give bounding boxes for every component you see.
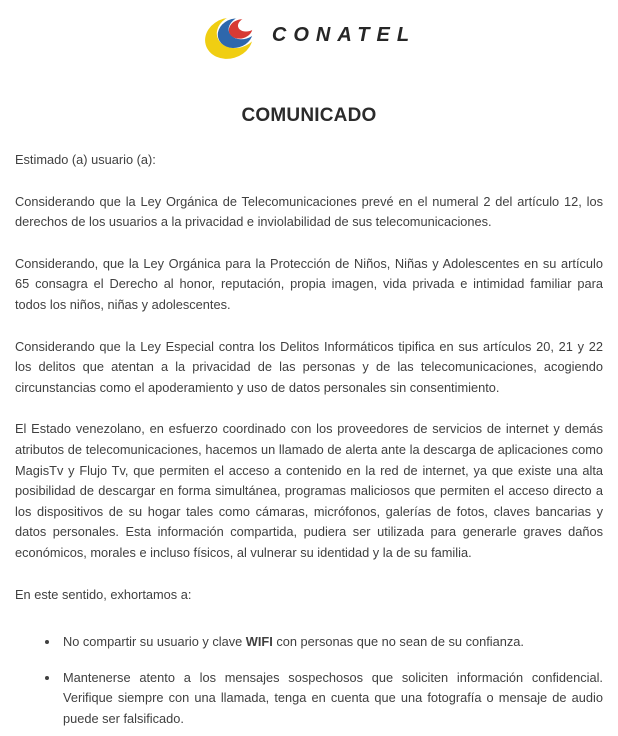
list-item-wifi <box>60 632 603 653</box>
paragraph-considerando-2: Considerando, que la Ley Orgánica para la Protección de Niños, Niñas y Adolescentes en su artículo 65 consagra el Derecho al honor, reputación, propia imagen, vida privada e intimidad familiar para todos los niños, niñas y adolescentes. <box>15 255 603 312</box>
bullet-text-post: con personas que no sean de su confianza. <box>272 634 524 650</box>
conatel-swoosh-icon <box>202 7 266 64</box>
paragraph-alerta: El Estado venezolano, en esfuerzo coordinado con los proveedores de servicios de internet y demás atributos de telecomunicaciones, hacemos un llamado de alerta ante la descarga de aplicaciones como MagisTv y Flujo Tv, que permiten el acceso a contenido en la red de internet, ya que existe una alta posibilidad de descargar en forma simultánea, programas maliciosos que permiten el acceso directo a los dispositivos de su hogar tales como cámaras, micrófonos, galerías de fotos, claves bancarias y datos personales. Esta información compartida, pudiera ser utilizada para generarle graves daños económicos, morales e incluso físicos, al vulnerar su identidad y la de su familia. <box>15 421 603 560</box>
paragraph-considerando-1: Considerando que la Ley Orgánica de Telecomunicaciones prevé en el numeral 2 del artículo 12, los derechos de los usuarios a la privacidad e inviolabilidad de sus telecomunicaciones. <box>15 193 603 230</box>
list-item-mensajes <box>60 668 603 730</box>
exhortation-intro: En este sentido, exhortamos a: <box>15 586 192 602</box>
salutation: Estimado (a) usuario (a): <box>15 152 156 167</box>
bullet-text-pre: No compartir su usuario y clave <box>63 634 246 650</box>
brand-wordmark: CONATEL <box>271 23 417 46</box>
recommendation-list <box>15 632 603 729</box>
conatel-logo <box>15 6 603 64</box>
bullet-text: Mantenerse atento a los mensajes sospechosos que soliciten información confidencial. Verifique siempre con una llamada, tenga en cuenta que una fotografía o mensaje de audio puede ser falsificado. <box>63 669 603 726</box>
wifi-bold-text: WIFI <box>245 634 273 650</box>
document-body <box>15 150 603 729</box>
page-title: COMUNICADO <box>241 105 377 126</box>
paragraph-considerando-3: Considerando que la Ley Especial contra los Delitos Informáticos tipifica en sus artículos 20, 21 y 22 los delitos que atentan a la privacidad de las personas y de las telecomunicaciones, acogiendo circunstancias como el apoderamiento y uso de datos personales sin consentimiento. <box>15 338 603 395</box>
